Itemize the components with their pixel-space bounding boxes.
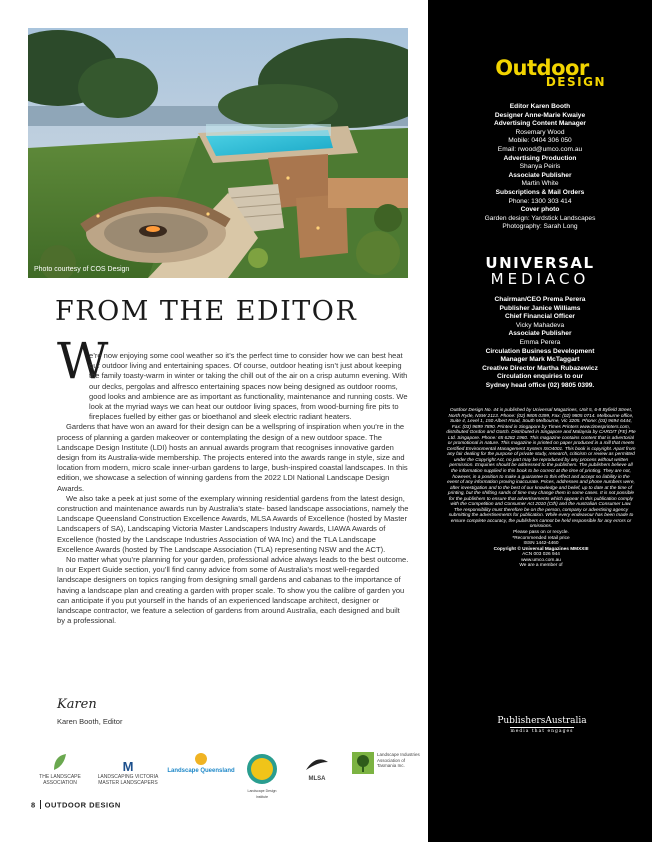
credit-line: Rosemary Wood bbox=[515, 128, 565, 136]
credit-line: Designer Anne-Marie Kwaiye bbox=[494, 111, 586, 119]
garden-illustration bbox=[28, 28, 408, 278]
credit-line: Subscriptions & Mail Orders bbox=[495, 188, 585, 196]
credit-line: Associate Publisher bbox=[508, 330, 572, 338]
legal-line: ACN 003 026 944 bbox=[522, 552, 560, 558]
legal-notice bbox=[446, 408, 636, 569]
logo-mlsa: MLSA bbox=[290, 752, 344, 792]
section-name: OUTDOOR DESIGN bbox=[44, 800, 121, 810]
credit-line: Advertising Content Manager bbox=[494, 120, 586, 128]
hero-photo bbox=[28, 28, 408, 278]
credit-line: Manager Mark McTaggart bbox=[500, 356, 580, 364]
publisher-bottom: MEDIACO bbox=[490, 270, 590, 288]
credit-line: Publisher Janice Williams bbox=[499, 304, 581, 312]
publishers-australia-logo bbox=[472, 716, 612, 734]
paragraph-1: e’re now enjoying some cool weather so it’s the perfect time to consider how we can best heat our outdoor living and entertaining spaces. Of course, outdoor heating isn’t just about keeping the family toasty-warm in winter or taking the chill out of the air on a crisp autumn evening. With our decks, pergolas and alfresco entertaining spaces now being designed as outdoor rooms, good looks and ambience are as important as functionality, maintenance and running costs. We look at the myriad ways we can heat our outdoor living spaces, from wood-burning fire pits to fireplaces fuelled by either gas or bioethanol and sleek electric radiant heaters. bbox=[89, 351, 408, 422]
credit-line: Vicky Mahadeva bbox=[515, 321, 565, 329]
photo-credit: Photo courtesy of COS Design bbox=[34, 266, 130, 273]
outdoor-design-logo bbox=[472, 58, 612, 88]
logo-liat: Landscape Industries Association of Tasmania Inc. bbox=[352, 752, 422, 792]
credit-line: Circulation enquiries to our bbox=[496, 373, 584, 381]
editor-signature: Karen bbox=[57, 697, 97, 712]
masthead-column bbox=[428, 0, 652, 842]
legal-line: www.umco.com.au bbox=[521, 557, 561, 563]
tree-icon bbox=[352, 752, 374, 774]
leaf-icon bbox=[194, 752, 208, 766]
credit-line: Emma Perera bbox=[519, 338, 561, 346]
badge-icon bbox=[245, 752, 279, 786]
credit-line: Photography: Sarah Long bbox=[502, 223, 578, 231]
editor-signoff: Karen Booth, Editor bbox=[57, 717, 123, 726]
credit-line: Circulation Business Development bbox=[485, 347, 595, 355]
member-name: PublishersAustralia bbox=[497, 716, 587, 726]
legal-line: Please pass on or recycle. bbox=[513, 530, 569, 536]
paragraph-2: Gardens that have won an award for their design can be a wellspring of inspiration when you’re in the process of planning a garden makeover or contemplating the design of a new outdoor space. The Landscape Design Institute (LDI) hosts an annual awards program that recognises innovative garden design from its Australia-wide membership. The projects entered into the awards range in style, size and location from modern, micro scale inner-urban gardens to large, bush-inspired coastal landscapes. In this edition, we showcase a selection of winning gardens from the 2022 LDI National Landscape Design Awards. bbox=[57, 422, 408, 493]
masthead-credits bbox=[442, 103, 638, 232]
credit-line: Garden design: Yardstick Landscapes bbox=[484, 214, 596, 222]
credit-line: Chairman/CEO Prema Perera bbox=[494, 296, 586, 303]
editorial-title: FROM THE EDITOR bbox=[55, 296, 358, 327]
credit-line: Phone: 1300 303 414 bbox=[508, 197, 572, 205]
legal-line: ISSN 1442-4460 bbox=[523, 541, 559, 547]
brand-bottom: DESIGN bbox=[545, 75, 606, 89]
credit-line: Sydney head office (02) 9805 0399. bbox=[485, 381, 595, 389]
association-logos bbox=[30, 752, 420, 797]
credit-line: Associate Publisher bbox=[508, 171, 572, 179]
legal-line: Copyright © Universal Magazines MMXXIII bbox=[493, 546, 589, 552]
logo-landscaping-victoria: M LANDSCAPING VICTORIA MASTER LANDSCAPERS bbox=[97, 759, 159, 786]
credit-line: Editor Karen Booth bbox=[509, 103, 571, 110]
member-tagline: media that engages bbox=[510, 728, 574, 734]
paragraph-3: We also take a peek at just some of the exemplary winning residential gardens from the latest design, construction and maintenance awards run by Australia’s state- based landscape associations, namely the Landscape Queensland Construction Excellence Awards, MLSA Awards of Excellence (hosted by Master Landscapers of SA), Landscaping Victoria Master Landscapers Industry Awards, LIAWA Awards of Excellence (hosted by the Landscape Industries Association of WA Inc) and the TLA Landscape Excellence Awards (hosted by The Landscape Association (TLA) representing NSW and the ACT). bbox=[57, 493, 409, 554]
bird-icon bbox=[304, 752, 330, 774]
legal-line: We are a member of bbox=[519, 563, 563, 569]
credit-line: Chief Financial Officer bbox=[505, 313, 575, 321]
legal-line: *Recommended retail price bbox=[512, 535, 570, 541]
credit-line: Advertising Production bbox=[503, 154, 577, 162]
credit-line: Mobile: 0404 306 050 bbox=[508, 137, 572, 145]
credit-line: Cover photo bbox=[520, 206, 560, 214]
universal-mediaco-logo bbox=[450, 256, 630, 287]
footer-divider bbox=[40, 800, 41, 809]
editorial-body bbox=[57, 351, 409, 626]
credit-line: Creative Director Martha Rubazewicz bbox=[482, 364, 598, 372]
legal-main: Outdoor Design No. 44 is published by Universal Magazines, Unit 5, 6-8 Byfield Street, North Ryde, NSW 2113. Phone: (02) 9805 0399, Fax: (02) 9805 0714. Melbourne office, Suite 4, Level 1, 150 Albert Road, South Melbourne, Vic 3205. Phone: (03) 9694 6444, Fax: (03) 9699 7890. Printed in Singapore by Times Printers www.timesprinters.com, distributed Gordon and Gotch. Distributed in Singapore and Malaysia by CARDIT (FE) Pte Ltd. Singapore. Phone: 65 6282 1960. This magazine contains content that is advertorial or promotional in nature. This magazine is printed on paper produced in a mill that meets Certified Environmental Management System ISO4001. This book is copyright. Apart from any fair dealing for the purpose of private study, research, criticism or review as permitted under the Copyright Act, no part may be reproduced by any process without written permission. Enquiries should be addressed to the publishers. The publishers believe all the information supplied in this book to be correct at the time of printing. They are not, however, in a position to make a guarantee to this effect and accept no liability in the event of any information proving inaccurate. Prices, addresses and phone numbers were, after investigation and to the best of our knowledge and belief, up to date at the time of printing, but the shifting sands of time may change them in some cases. It is not possible for the publishers to ensure that advertisements which appear in this publication comply with the Competition and Consumer Act 2010 (Cth) and the Australian Consumer Law. The responsibility must therefore be on the person, company or advertising agency submitting the advertisements for publication. While every endeavour has been made to ensure complete accuracy, the publishers cannot be held responsible for any errors or omissions. bbox=[446, 408, 636, 530]
page-number: 8 bbox=[31, 800, 36, 810]
credit-line: Martin White bbox=[521, 180, 559, 188]
publisher-top: UNIVERSAL bbox=[485, 254, 595, 272]
brand-top: Outdoor bbox=[495, 56, 589, 80]
logo-landscape-design-institute: Landscape Design Institute bbox=[242, 752, 282, 792]
leaf-icon bbox=[50, 752, 70, 772]
paragraph-4: No matter what you’re planning for your garden, professional advice always leads to the best outcome. In our Expert Guide section, you’ll find canny advice from some of Australia’s most well-regarded landscape designers on topics ranging from designing small gardens and cabanas to the importance of having a landscape plan and creating a garden with proper scale. To show you the calibre of garden you can anticipate if you put yourself in the hands of an experienced landscape architect, designer or landscape contractor, we feature a selection of gardens from around Australia, each designed and built by a professional. bbox=[57, 555, 409, 626]
logo-the-landscape-association: THE LANDSCAPE ASSOCIATION bbox=[30, 752, 90, 792]
page-footer bbox=[31, 800, 121, 811]
dropcap: W bbox=[57, 332, 109, 390]
logo-landscape-queensland: Landscape Queensland bbox=[166, 752, 236, 792]
credit-line: Email: rwood@umco.com.au bbox=[497, 145, 583, 153]
member-divider bbox=[510, 727, 574, 728]
publisher-credits bbox=[442, 296, 638, 391]
credit-line: Shanya Peiris bbox=[519, 163, 561, 171]
